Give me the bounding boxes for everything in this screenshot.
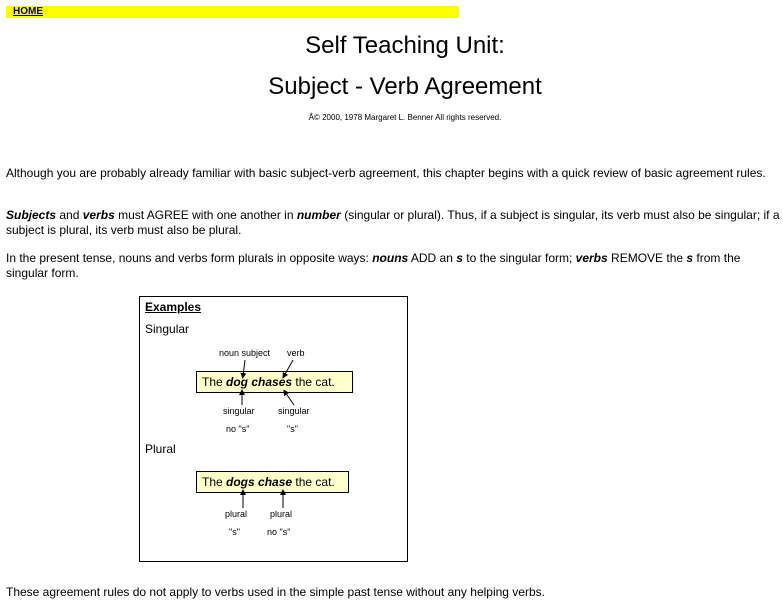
- singular-label: Singular: [145, 322, 190, 336]
- p3-start: In the present tense, nouns and verbs form plurals in opposite ways:: [6, 251, 373, 265]
- sentence-the: The: [202, 375, 227, 389]
- arrow-noun-subject: [243, 360, 245, 376]
- sing-note-subject: singular: [223, 406, 255, 416]
- p3-sing: to the singular form;: [462, 251, 576, 265]
- p3-end: from the singular form.: [6, 251, 741, 280]
- p3-remove: REMOVE the: [607, 251, 687, 265]
- plural-note-subject: plural: [225, 509, 248, 519]
- copyright-notice: Â© 2000, 1978 Margaret L. Benner All rights reserved.: [308, 113, 502, 122]
- home-link[interactable]: HOME: [13, 6, 43, 17]
- noun-subject-label: noun subject: [219, 348, 271, 358]
- examples-heading: Examples: [145, 300, 202, 314]
- p3-add: ADD an: [408, 251, 457, 265]
- footer-note: These agreement rules do not apply to verbs used in the simple past tense without any helping verbs.: [6, 585, 545, 599]
- text-mid: must AGREE with one another in: [114, 208, 297, 222]
- plural-note-subject-s: "s": [229, 527, 240, 537]
- text-and: and: [56, 208, 83, 222]
- plural-sentence-verb: chase: [258, 475, 293, 489]
- sentence-verb: chases: [251, 375, 293, 389]
- term-nouns: nouns: [372, 251, 409, 265]
- verb-label: verb: [287, 348, 305, 358]
- term-s-2: s: [686, 251, 694, 265]
- plural-note-verb: plural: [270, 509, 293, 519]
- text-rest: (singular or plural). Thus, if a subject is singular, its verb must also be singular; if a subject is plural, its verb must also be plural.: [6, 208, 780, 237]
- arrow-verb: [284, 360, 293, 376]
- term-verbs: verbs: [82, 208, 115, 222]
- term-subjects: Subjects: [6, 208, 57, 222]
- arrow-sing-verb: [285, 392, 294, 405]
- term-s-1: s: [456, 251, 463, 265]
- plural-sentence-the: The: [202, 475, 227, 489]
- page-title-line2: Subject - Verb Agreement: [268, 73, 542, 100]
- sing-note-verb-s: "s": [287, 424, 298, 434]
- sing-note-subject-s: no "s": [226, 424, 250, 434]
- plural-note-verb-s: no "s": [267, 527, 291, 537]
- plural-sentence-subject: dogs: [226, 475, 255, 489]
- term-verbs-2: verbs: [575, 251, 608, 265]
- plural-label: Plural: [145, 442, 176, 456]
- term-number: number: [296, 208, 341, 222]
- intro-paragraph-1-text: Although you are probably already familiar with basic subject-verb agreement, this chapter begins with a quick review of basic agreement rules.: [6, 166, 766, 180]
- sentence-rest: the cat.: [292, 375, 335, 389]
- plural-sentence-rest: the cat.: [292, 475, 335, 489]
- sentence-subject: dog: [226, 375, 249, 389]
- page-title-line1: Self Teaching Unit:: [305, 32, 505, 59]
- sing-note-verb: singular: [278, 406, 310, 416]
